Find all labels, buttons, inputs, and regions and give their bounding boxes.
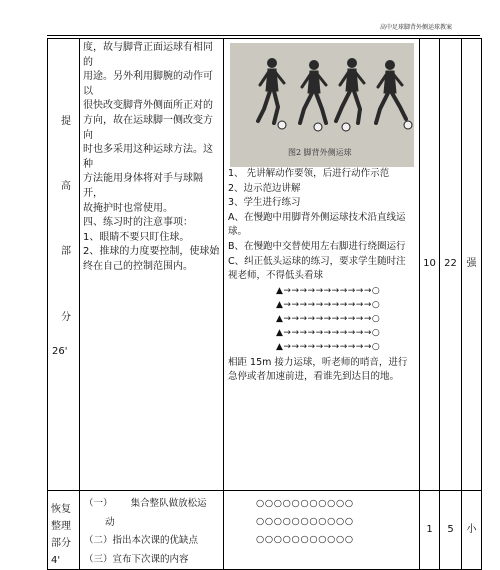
duration-cell: 22 [440, 39, 462, 491]
recovery-item: （二）指出本次课的优缺点 [84, 535, 199, 546]
times-cell: 10 [420, 39, 440, 491]
content-line: 方向，故在运球脚一侧改变方向 [83, 114, 213, 141]
figure-caption: 图2 脚背外侧运球 [288, 148, 352, 158]
content-line: 方法能用身体将对手与球隔开， [83, 173, 203, 199]
section-label-char: 部 [61, 246, 71, 257]
content-line: 故掩护时也常使用。 [83, 202, 173, 214]
drill-row: ▲→→→→→→→→→→→○ [276, 341, 381, 352]
organization-line: 3、学生进行练习 [228, 197, 301, 209]
content-line: 度，故与脚背正面运球有相同的 [83, 42, 213, 68]
organization-line: A、在慢跑中用脚背外侧运球技术沿直线运球。 [228, 211, 406, 238]
section-label-char: 分 [61, 312, 71, 323]
content-cell [80, 491, 224, 570]
section-label-char: 高 [61, 181, 71, 192]
section-label-char: 提 [61, 116, 71, 127]
formation-row: ○○○○○○○○○○○ [256, 498, 354, 509]
formation-diagram [224, 491, 419, 549]
organization-line: B、在慢跑中交替使用左右脚进行绕圈运行 [228, 240, 406, 252]
organization-line: 1、 先讲解动作要领，后进行动作示范 [228, 168, 390, 179]
header-rule [47, 35, 480, 36]
formation-row: ○○○○○○○○○○○ [256, 534, 354, 545]
duration-cell: 5 [440, 491, 462, 570]
section-label-line: 恢复 [51, 504, 71, 515]
section-label-cell [48, 491, 80, 570]
content-line: 2、推球的力度要控制，使球始 [83, 246, 220, 258]
content-cell [80, 39, 224, 491]
content-line: 很快改变脚背外侧面所正对的 [83, 100, 213, 112]
section-label-line: 4' [51, 555, 61, 566]
content-line: 用途。另外利用脚腕的动作可以 [83, 71, 213, 97]
section-recovery-row [48, 491, 482, 570]
intensity-cell: 强 [462, 39, 482, 491]
times-cell: 1 [420, 491, 440, 570]
recovery-item: （一） 集合整队做放松运 [84, 498, 207, 509]
organization-cell [224, 491, 420, 570]
recovery-item: 动 [84, 516, 115, 528]
drill-row: ▲→→→→→→→→→→→○ [276, 313, 381, 324]
content-line: 1、眼睛不要只盯住球。 [83, 231, 190, 243]
dribbling-figure [230, 43, 414, 167]
drill-row: ▲→→→→→→→→→→→○ [276, 285, 381, 296]
organization-line: C、纠正低头运球的练习，要求学生随时注视老师，不得低头看球 [228, 255, 406, 282]
organization-line: 2、边示范边讲解 [228, 182, 301, 194]
content-line: 四、练习时的注意事项： [83, 217, 193, 229]
drill-row: ▲→→→→→→→→→→→○ [276, 327, 381, 338]
drill-row: ▲→→→→→→→→→→→○ [276, 299, 381, 310]
formation-row: ○○○○○○○○○○○ [256, 516, 354, 527]
intensity-cell: 小 [462, 491, 482, 570]
organization-cell [224, 39, 420, 491]
section-label-cell [48, 39, 80, 491]
section-label-line: 整理 [51, 521, 71, 532]
content-line: 终在自己的控制范围内。 [83, 260, 193, 272]
section-time: 26' [52, 346, 68, 357]
section-label-line: 部分 [51, 538, 71, 549]
drill-diagram [224, 284, 419, 354]
section-improvement-row [48, 39, 482, 491]
page-header: 高中足球脚背外侧运球教案 [379, 24, 452, 31]
relay-text: 相距 15m 接力运球，听老师的哨音，进行急停或者加速前进，看谁先到达目的地。 [228, 356, 408, 383]
recovery-item: （三）宣布下次课的内容 [84, 553, 189, 565]
content-line: 时也多采用这种运球方法。这种 [83, 144, 213, 170]
lesson-plan-table [47, 38, 482, 570]
